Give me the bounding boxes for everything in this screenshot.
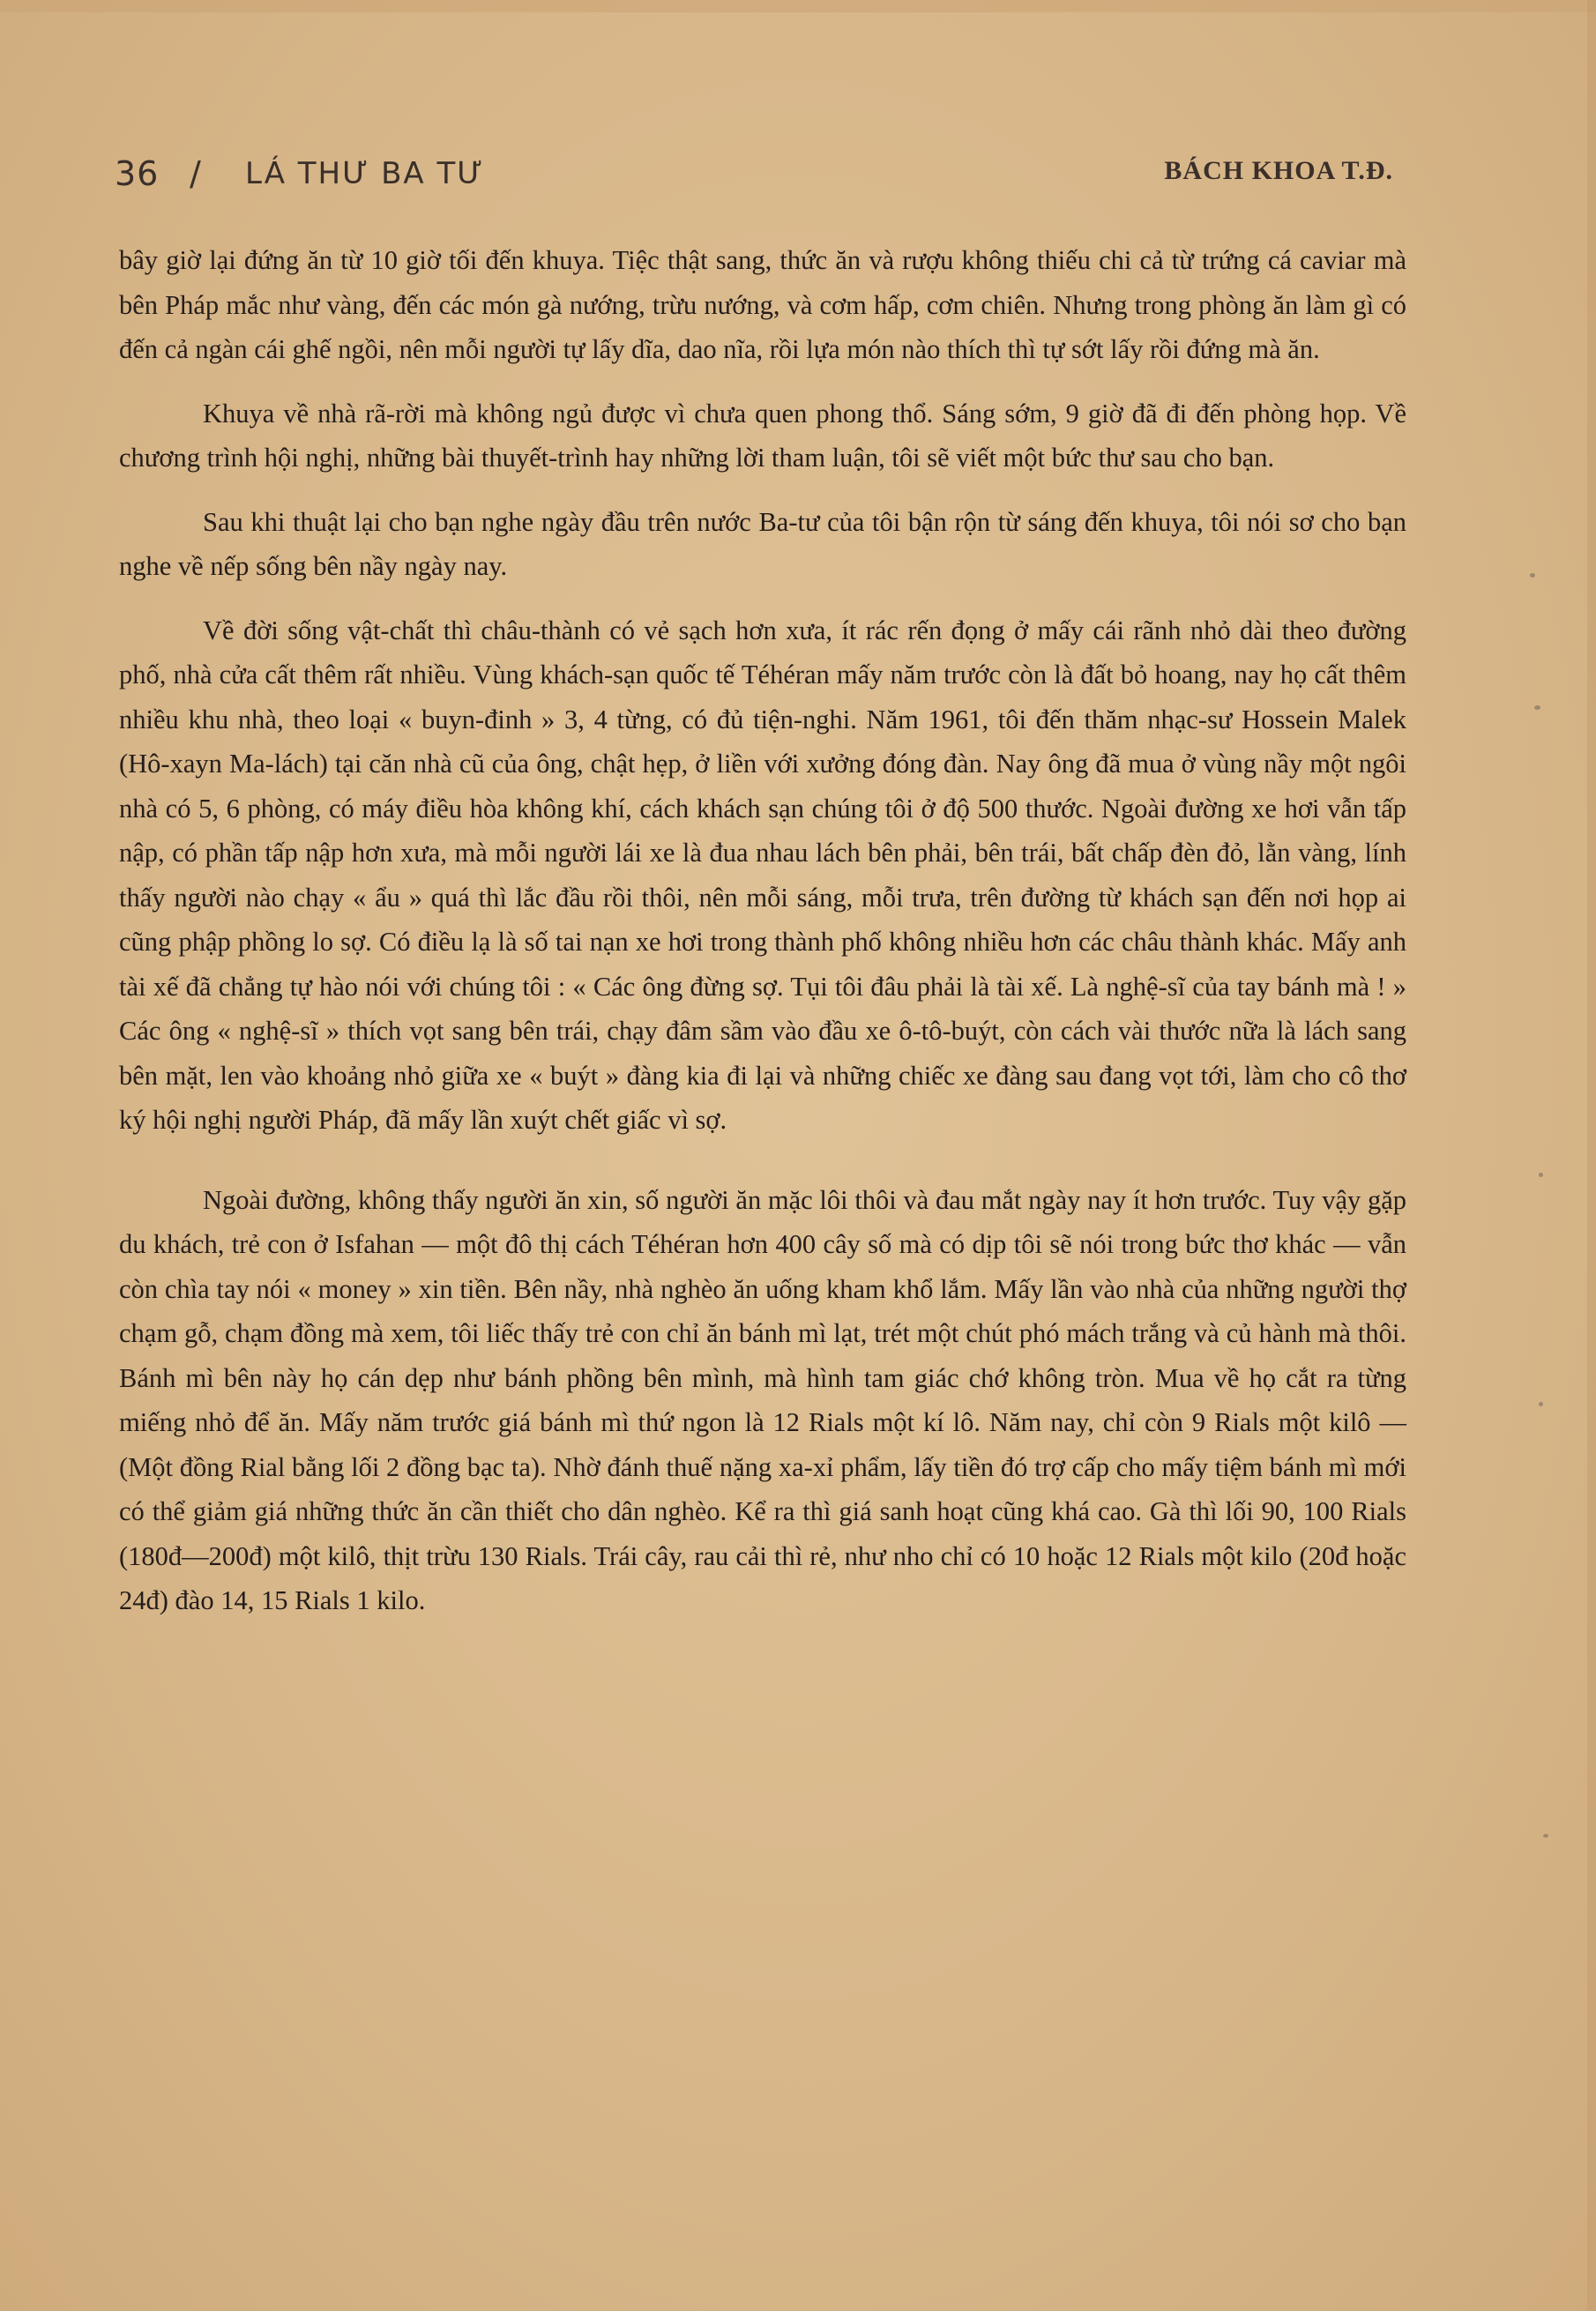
- header-separator: /: [190, 154, 201, 193]
- publication-name: BÁCH KHOA T.Đ.: [1164, 156, 1393, 185]
- running-title: LÁ THƯ BA TƯ: [245, 156, 485, 191]
- paragraph-4: Về đời sống vật-chất thì châu-thành có vẻ sạch hơn xưa, ít rác rến đọng ở mấy cái rãnh nhỏ dài theo đường phố, nhà cửa cất thêm rất nhiều. Vùng khách-sạn quốc tế Téhéran mấy năm trước còn là đất bỏ hoang, nay họ cất thêm nhiều khu nhà, theo loại « buyn-đinh » 3, 4 từng, có đủ tiện-nghi. Năm 1961, tôi đến thăm nhạc-sư Hossein Malek (Hô-xayn Ma-lách) tại căn nhà cũ của ông, chật hẹp, ở liền với xưởng đóng đàn. Nay ông đã mua ở vùng nầy một ngôi nhà có 5, 6 phòng, có máy điều hòa không khí, cách khách sạn chúng tôi ở độ 500 thước. Ngoài đường xe hơi vẫn tấp nập, có phần tấp nập hơn xưa, mà mỗi người lái xe là đua nhau lách bên phải, bên trái, bất chấp đèn đỏ, lằn vàng, lính thấy người nào chạy « ẩu » quá thì lắc đầu rồi thôi, nên mỗi sáng, mỗi trưa, trên đường từ khách sạn đến nơi họp ai cũng phập phồng lo sợ. Có điều lạ là số tai nạn xe hơi trong thành phố không nhiều hơn các châu thành khác. Mấy anh tài xế đã chẳng tự hào nói với chúng tôi : « Các ông đừng sợ. Tụi tôi đâu phải là tài xế. Là nghệ-sĩ của tay bánh mà ! » Các ông « nghệ-sĩ » thích vọt sang bên trái, chạy đâm sầm vào đầu xe ô-tô-buýt, còn cách vài thước nữa là lách sang bên mặt, len vào khoảng nhỏ giữa xe « buýt » đàng kia đi lại và những chiếc xe đàng sau đang vọt tới, làm cho cô thơ ký hội nghị người Pháp, đã mấy lần xuýt chết giấc vì sợ.: [119, 615, 1406, 1135]
- page-header: [115, 154, 1393, 207]
- paragraph-3: Sau khi thuật lại cho bạn nghe ngày đầu trên nước Ba-tư của tôi bận rộn từ sáng đến khuya, tôi nói sơ cho bạn nghe về nếp sống bên nầy ngày nay.: [119, 506, 1406, 581]
- paper-speck: [1543, 1834, 1548, 1838]
- paragraph-5: Ngoài đường, không thấy người ăn xin, số người ăn mặc lôi thôi và đau mắt ngày nay ít hơn trước. Tuy vậy gặp du khách, trẻ con ở Isfahan — một đô thị cách Téhéran hơn 400 cây số mà có dịp tôi sẽ nói trong bức thơ khác — vẫn còn chìa tay nói « money » xin tiền. Bên nầy, nhà nghèo ăn uống kham khổ lắm. Mấy lần vào nhà của những người thợ chạm gỗ, chạm đồng mà xem, tôi liếc thấy trẻ con chỉ ăn bánh mì lạt, trét một chút phó mách trắng và củ hành mà thôi. Bánh mì bên này họ cán dẹp như bánh phồng bên mình, mà hình tam giác chớ không tròn. Mua về họ cắt ra từng miếng nhỏ để ăn. Mấy năm trước giá bánh mì thứ ngon là 12 Rials một kí lô. Năm nay, chỉ còn 9 Rials một kilô — (Một đồng Rial bằng lối 2 đồng bạc ta). Nhờ đánh thuế nặng xa-xỉ phẩm, lấy tiền đó trợ cấp cho mấy tiệm bánh mì mới có thể giảm giá những thức ăn cần thiết cho dân nghèo. Kể ra thì giá sanh hoạt cũng khá cao. Gà thì lối 90, 100 Rials (180đ—200đ) một kilô, thịt trừu 130 Rials. Trái cây, rau cải thì rẻ, như nho chỉ có 10 hoặc 12 Rials một kilo (20đ hoặc 24đ) đào 14, 15 Rials 1 kilo.: [119, 1184, 1406, 1615]
- page-number: 36: [115, 154, 160, 193]
- paper-speck: [1539, 1402, 1543, 1406]
- article-body: [119, 238, 1406, 1643]
- paragraph-2: Khuya về nhà rã-rời mà không ngủ được vì chưa quen phong thổ. Sáng sớm, 9 giờ đã đi đến phòng họp. Về chương trình hội nghị, những bài thuyết-trình hay những lời tham luận, tôi sẽ viết một bức thư sau cho bạn.: [119, 398, 1406, 473]
- page-edge-right: [1587, 0, 1596, 2311]
- paper-speck: [1530, 573, 1535, 578]
- paper-speck: [1539, 1173, 1543, 1177]
- paper-speck: [1534, 705, 1540, 710]
- page-edge-top: [0, 0, 1596, 12]
- paragraph-1: bây giờ lại đứng ăn từ 10 giờ tối đến khuya. Tiệc thật sang, thức ăn và rượu không thiếu chi cả từ trứng cá caviar mà bên Pháp mắc như vàng, đến các món gà nướng, trừu nướng, và cơm hấp, cơm chiên. Nhưng trong phòng ăn làm gì có đến cả ngàn cái ghế ngồi, nên mỗi người tự lấy dĩa, dao nĩa, rồi lựa món nào thích thì tự sớt lấy rồi đứng mà ăn.: [119, 245, 1406, 364]
